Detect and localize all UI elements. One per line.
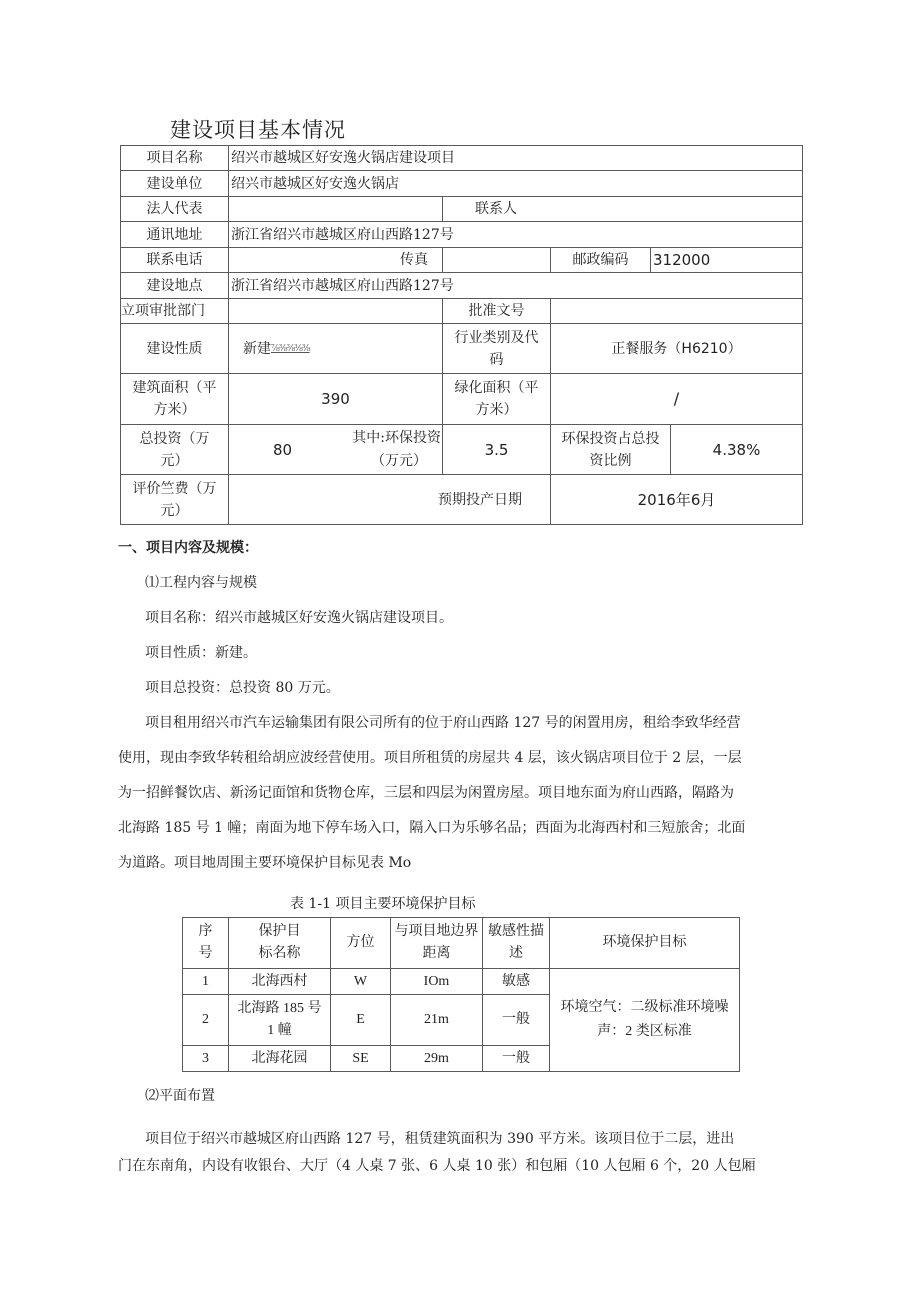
header-sensitivity: 敏感性描 述 xyxy=(482,917,550,969)
nature-cell xyxy=(228,323,443,374)
mail-address-value: 浙江省绍兴市越城区府山西路127号 xyxy=(228,221,803,248)
site-value: 浙江省绍兴市越城区府山西路127号 xyxy=(228,272,803,299)
green-area-label: 绿化面积（平 方米） xyxy=(442,373,551,425)
layout-line: 项目位于绍兴市越城区府山西路 127 号，租赁建筑面积为 390 平方米。该项目位于二层，进出 xyxy=(145,1131,735,1147)
row2-no: 2 xyxy=(182,994,229,1046)
env-ratio-value: 4.38% xyxy=(670,424,803,475)
layout-line: 门在东南角，内设有收银台、大厅（4 人桌 7 张、6 人桌 10 张）和包厢（10 人包厢 6 个，20 人包厢 xyxy=(118,1158,756,1174)
industry-value: 正餐服务（H6210） xyxy=(550,323,803,374)
fax-label: 传真 xyxy=(228,247,443,273)
phone-label: 联系电话 xyxy=(120,247,229,273)
project-invest-line: 项目总投资：总投资 80 万元。 xyxy=(145,680,340,696)
legal-rep-label: 法人代表 xyxy=(120,196,229,222)
header-target: 环境保护目标 xyxy=(549,917,740,969)
industry-label: 行业类别及代 码 xyxy=(442,323,551,374)
mail-address-label: 通讯地址 xyxy=(120,221,229,248)
green-area-value: / xyxy=(550,373,803,425)
header-no: 序 号 xyxy=(182,917,229,969)
approval-dept-label: 立项审批部门 xyxy=(120,298,229,324)
approval-dept-value xyxy=(228,298,443,324)
approval-doc-label: 批准文号 xyxy=(442,298,551,324)
section-heading: 一、项目内容及规模： xyxy=(118,540,258,556)
row3-no: 3 xyxy=(182,1045,229,1072)
page-title: 建设项目基本情况 xyxy=(170,118,346,142)
row2-direction: E xyxy=(330,994,391,1046)
row3-direction: SE xyxy=(330,1045,391,1072)
table-caption: 表 1-1 项目主要环境保护目标 xyxy=(290,896,476,912)
nature-suffix: ⅞⅜⅜⅜⅜ xyxy=(271,343,310,354)
subheading-1: ⑴工程内容与规模 xyxy=(145,575,257,591)
row2-sensitivity: 一般 xyxy=(482,994,550,1046)
total-invest-label: 总投资（万 元） xyxy=(120,424,229,475)
row1-no: 1 xyxy=(182,968,229,995)
row3-distance: 29m xyxy=(390,1045,483,1072)
start-date-value: 2016年6月 xyxy=(550,474,803,525)
postcode-value: 312000 xyxy=(650,247,803,273)
eval-fee-label: 评价竺费（万 元） xyxy=(120,474,229,525)
legal-rep-value xyxy=(228,196,443,222)
row1-distance: IOm xyxy=(390,968,483,995)
env-invest-value: 3.5 xyxy=(442,424,551,475)
subheading-2: ⑵平面布置 xyxy=(145,1088,215,1104)
floor-area-value: 390 xyxy=(228,373,443,425)
floor-area-label: 建筑面积（平 方米） xyxy=(120,373,229,425)
project-name-label: 项目名称 xyxy=(120,145,229,171)
paragraph-line: 北海路 185 号 1 幢；南面为地下停车场入口，隔入口为乐够名品；西面为北海西村和三短旅舍；北面 xyxy=(118,820,746,836)
header-name: 保护目 标名称 xyxy=(228,917,331,969)
project-name-value: 绍兴市越城区好安逸火锅店建设项目 xyxy=(228,145,803,171)
contact-label: 联系人 xyxy=(442,196,803,222)
paragraph-line: 使用，现由李致华转租给胡应波经营使用。项目所租赁的房屋共 4 层，该火锅店项目位于 2 层，一层 xyxy=(118,750,742,766)
total-invest-cell xyxy=(228,424,443,475)
env-invest-label-1: 其中:环保投资 xyxy=(352,430,441,446)
paragraph-line: 项目租用绍兴市汽车运输集团有限公司所有的位于府山西路 127 号的闲置用房，租给李致华经营 xyxy=(145,715,741,731)
row1-direction: W xyxy=(330,968,391,995)
row2-distance: 21m xyxy=(390,994,483,1046)
row1-name: 北海西村 xyxy=(228,968,331,995)
paragraph-line: 为道路。项目地周围主要环境保护目标见表 Mo xyxy=(118,855,412,871)
postcode-label: 邮政编码 xyxy=(550,247,651,273)
start-date-label: 预期投产日期 xyxy=(228,474,551,525)
row3-name: 北海花园 xyxy=(228,1045,331,1072)
env-ratio-label: 环保投资占总投 资比例 xyxy=(550,424,671,475)
header-direction: 方位 xyxy=(330,917,391,969)
row1-sensitivity: 敏感 xyxy=(482,968,550,995)
nature-label: 建设性质 xyxy=(120,323,229,374)
header-distance: 与项目地边界 距离 xyxy=(390,917,483,969)
nature-value: 新建 xyxy=(243,340,271,357)
site-label: 建设地点 xyxy=(120,272,229,299)
total-invest-value: 80 xyxy=(273,441,293,459)
paragraph-line: 为一招鲜餐饮店、新汤记面馆和货物仓库，三层和四层为闲置房屋。项目地东面为府山西路，隔路为 xyxy=(118,785,734,801)
row2-name: 北海路 185 号 1 幢 xyxy=(228,994,331,1046)
project-nature-line: 项目性质：新建。 xyxy=(145,645,257,661)
row3-sensitivity: 一般 xyxy=(482,1045,550,1072)
env-invest-label-2: （万元） xyxy=(371,453,427,469)
project-name-line: 项目名称：绍兴市越城区好安逸火锅店建设项目。 xyxy=(145,610,453,626)
builder-value: 绍兴市越城区好安逸火锅店 xyxy=(228,170,803,197)
env-target-cell: 环境空气：二级标准环境噪 声：2 类区标准 xyxy=(549,968,740,1072)
builder-label: 建设单位 xyxy=(120,170,229,197)
approval-doc-value xyxy=(550,298,803,324)
fax-value xyxy=(442,247,551,273)
